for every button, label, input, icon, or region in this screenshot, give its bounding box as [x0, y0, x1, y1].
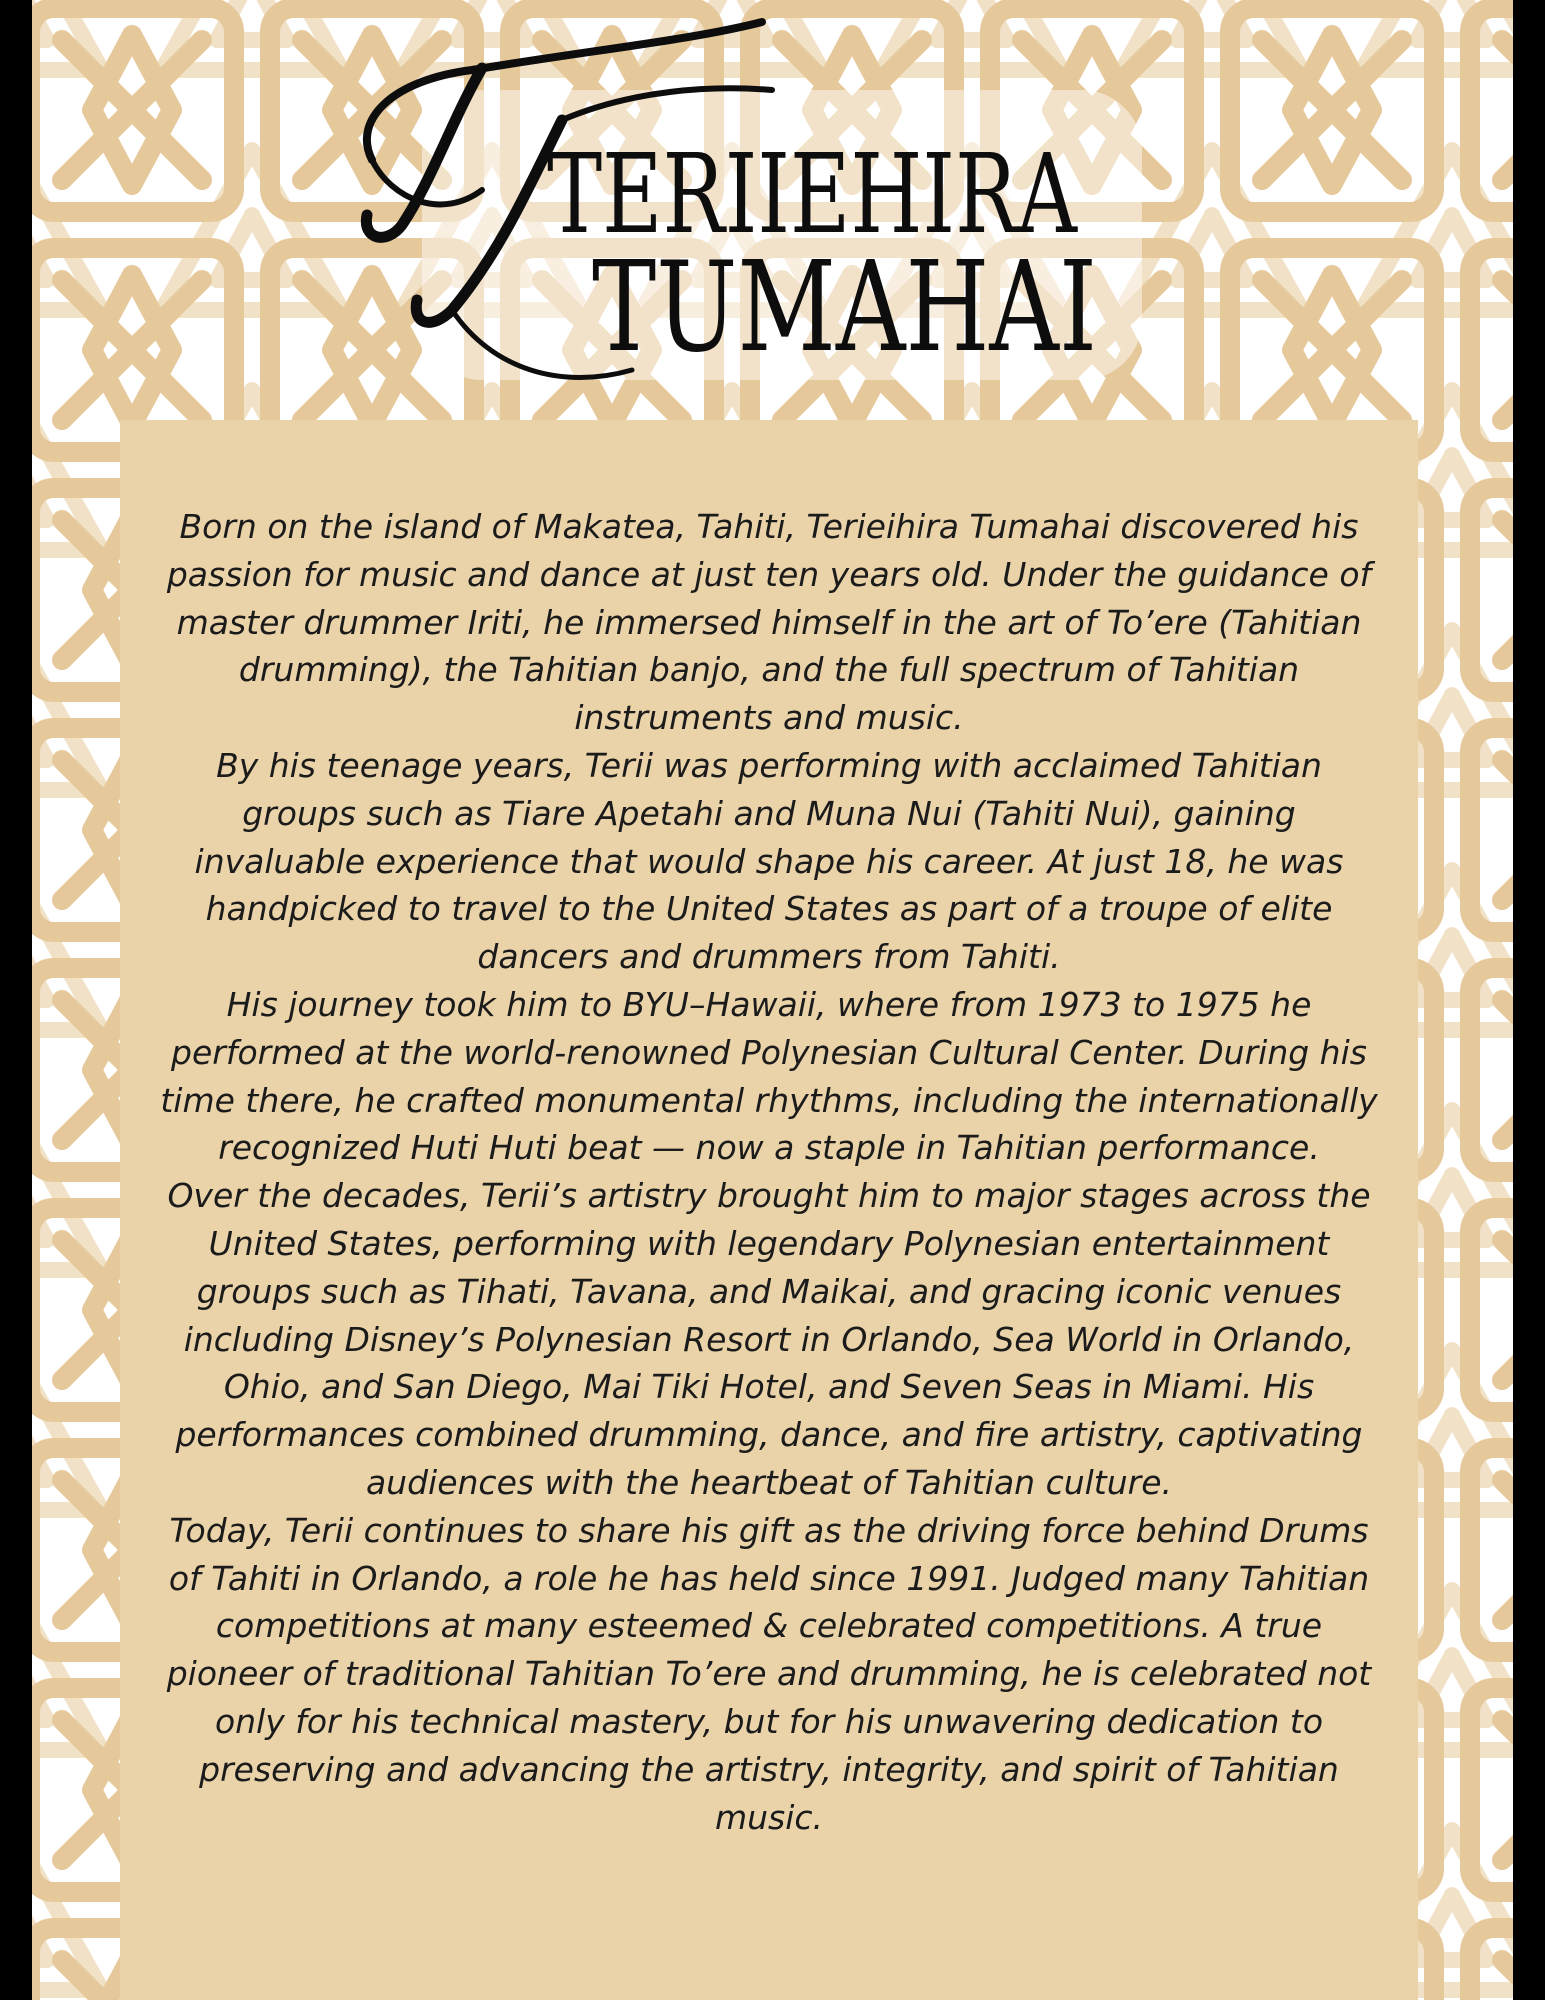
title-block [332, 10, 1232, 430]
bio-text [120, 503, 1418, 1841]
bio-paragraph-4: Over the decades, Terii’s artistry brought him to major stages across the United States, performing with legendary Polynesian entertainment groups such as Tihati, Tavana, and Maikai, and gracing iconic venues including Disney’s Polynesian Resort in Orlando, Sea World in Orlando, Ohio, and San Diego, Mai Tiki Hotel, and Seven Seas in Miami. His performances combined drumming, dance, and fire artistry, captivating audiences with the heartbeat of Tahitian culture. [167, 1176, 1371, 1502]
bio-paragraph-5: Today, Terii continues to share his gift as the driving force behind Drums of Tahiti in Orlando, a role he has held since 1991. Judged many Tahitian competitions at many esteemed & celebrated competitions. A true pioneer of traditional Tahitian To’ere and drumming, he is celebrated not only for his technical mastery, but for his unwavering dedication to preserving and advancing the artistry, integrity, and spirit of Tahitian music. [166, 1510, 1372, 1837]
title-line-1: TERIIEHIRA [547, 130, 1079, 258]
bio-paragraph-2: By his teenage years, Terii was performing with acclaimed Tahitian groups such as Tiare Apetahi and Muna Nui (Tahiti Nui), gaining invaluable experience that would shape his career. At just 18, he was handpicked to travel to the United States as part of a troupe of elite dancers and drummers from Tahiti. [194, 745, 1344, 977]
flyer-page [32, 0, 1513, 2000]
bio-card [120, 420, 1418, 2000]
bio-paragraph-1: Born on the island of Makatea, Tahiti, Terieihira Tumahai discovered his passion for music and dance at just ten years old. Under the guidance of master drummer Iriti, he immersed himself in the art of To’ere (Tahitian drumming), the Tahitian banjo, and the full spectrum of Tahitian instruments and music. [166, 507, 1372, 738]
title-line-2: TUMAHAI [592, 235, 1097, 380]
bio-paragraph-3: His journey took him to BYU–Hawaii, where from 1973 to 1975 he performed at the world-renowned Polynesian Cultural Center. During his time there, he crafted monumental rhythms, including the internationally recognized Huti Huti beat — now a staple in Tahitian performance. [160, 984, 1378, 1168]
